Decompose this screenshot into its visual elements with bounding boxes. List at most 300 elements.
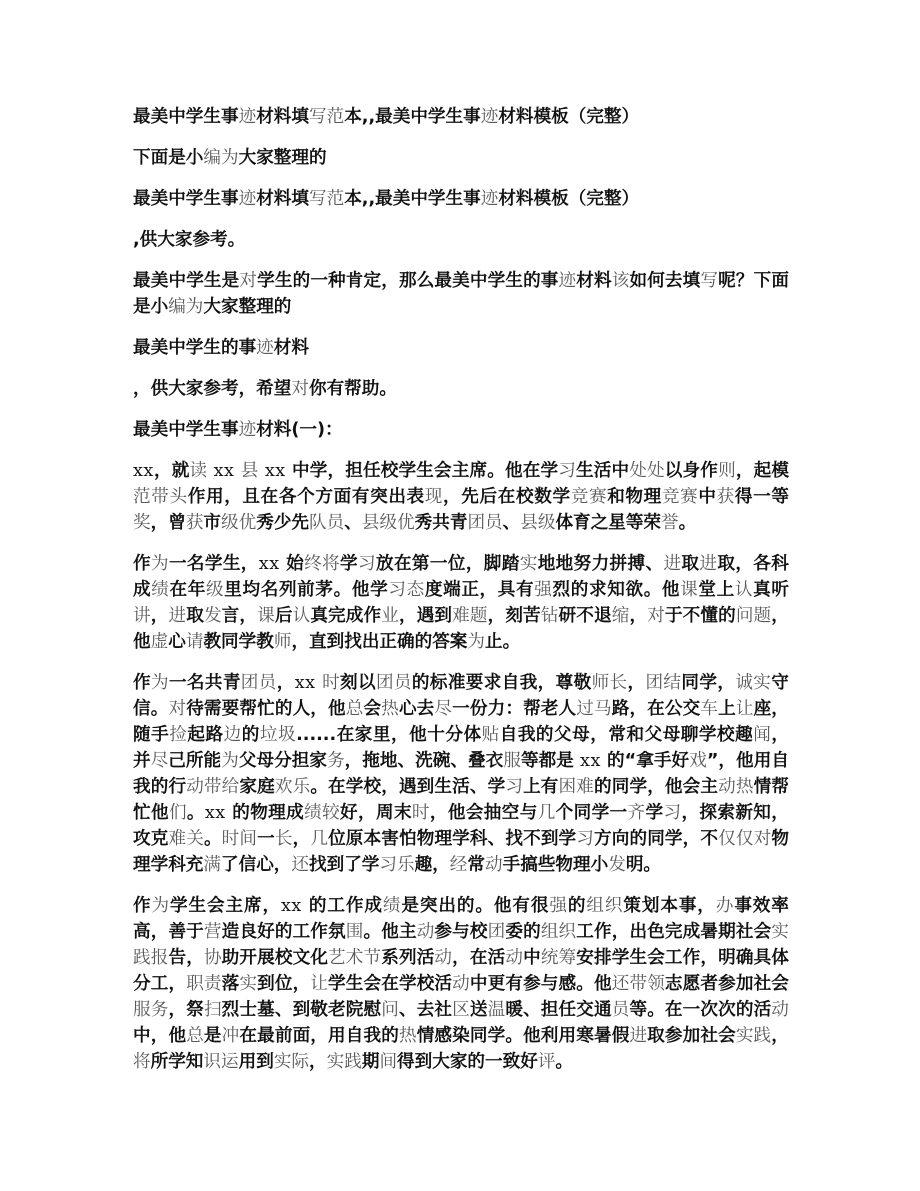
light-text-run: 县: [240, 461, 259, 481]
text-run: 取，各科成: [133, 554, 789, 600]
light-text-run: 还: [291, 855, 309, 875]
text-run: ，他: [133, 606, 789, 652]
light-text-run: 誉: [661, 513, 679, 533]
text-run: 度端正，具有: [424, 580, 535, 600]
latin-text-run: xx: [580, 751, 601, 771]
text-run: 告，: [168, 948, 204, 968]
text-run: 自我的父母，常和父母聊学校趣: [499, 725, 754, 745]
text-run: 大家整理的: [203, 297, 292, 317]
text-run: ，拖地、洗碗、叠衣: [344, 751, 504, 771]
light-text-run: 该: [611, 271, 630, 291]
text-run: 在最前面，用自我的: [239, 1026, 399, 1046]
light-text-run: 团员: [240, 673, 277, 693]
text-run: 最美中学生是: [133, 271, 240, 291]
text-run: 。他主: [363, 922, 417, 942]
light-text-run: 对: [647, 606, 665, 626]
text-run: 手搞些物理小: [502, 855, 609, 875]
light-text-run: 评: [537, 1052, 556, 1072]
light-text-run: 钻: [540, 606, 559, 626]
text-run: 止。: [485, 632, 521, 652]
light-text-run: 戏: [689, 751, 707, 771]
text-run: ，他会抽空与: [429, 803, 538, 823]
text-run: 路，在公交: [611, 699, 701, 719]
light-text-run: 营: [203, 922, 222, 942]
light-text-run: 务: [327, 751, 345, 771]
text-run: ，直到找出正确的答案: [291, 632, 468, 652]
text-run: 上: [718, 699, 736, 719]
light-text-run: 获: [185, 513, 204, 533]
light-text-run: 进: [699, 554, 718, 574]
text-run: 起路: [187, 725, 224, 745]
text-run: 取: [186, 606, 204, 626]
text-run: 中，他: [133, 1026, 187, 1046]
light-text-run: 范带头: [133, 487, 188, 507]
light-text-run: 编为: [203, 148, 239, 168]
light-text-run: 办: [715, 896, 735, 916]
text-run: 。: [555, 1052, 574, 1072]
light-text-run: 动: [416, 922, 435, 942]
text-run: 志愿者参加社会: [664, 974, 789, 994]
text-run: 情感染同学。他利用寒暑假: [416, 1026, 630, 1046]
light-text-run: 总: [186, 1026, 204, 1046]
text-run: 材料(一)：: [256, 420, 343, 440]
text-run: 市: [203, 513, 222, 533]
text-run: 是突出的。他有很: [401, 896, 550, 916]
text-run: 以身作: [664, 461, 719, 481]
light-text-run: 动热: [718, 777, 754, 797]
latin-text-run: xx: [294, 673, 316, 693]
light-text-run: 几: [310, 829, 329, 849]
light-text-run: 课: [680, 580, 699, 600]
text-run: 学生会在学校活: [328, 974, 453, 994]
light-text-run: 时间: [221, 829, 258, 849]
light-text-run: 习: [505, 777, 524, 797]
light-text-run: 讲: [133, 606, 151, 626]
light-text-run: 为: [151, 896, 170, 916]
light-text-run: 级: [205, 580, 225, 600]
text-run: ，先后在校数学: [443, 487, 571, 507]
light-text-run: 发: [608, 855, 626, 875]
text-run: ，: [276, 673, 295, 693]
text-run: 下面是小: [133, 148, 204, 168]
text-run: 学: [645, 803, 664, 823]
text-run: 个同学一: [555, 803, 628, 823]
text-run: ，供大家参考，希望: [133, 379, 292, 399]
light-text-run: 现: [424, 487, 444, 507]
text-run: 言，: [221, 606, 258, 626]
light-text-run: 迹: [256, 338, 274, 358]
light-text-run: 经: [449, 855, 468, 875]
light-text-run: 实: [519, 554, 538, 574]
light-text-run: 师: [273, 632, 292, 652]
light-text-run: 习: [576, 829, 595, 849]
text-run: 待需要帮忙的人，他: [186, 699, 346, 719]
light-text-run: 写范: [308, 189, 345, 209]
light-text-run: 车: [700, 699, 719, 719]
light-text-run: 级优: [221, 513, 257, 533]
text-run: 落: [221, 974, 240, 994]
light-text-run: 艺术节: [328, 948, 382, 968]
light-text-run: 为: [150, 673, 169, 693]
light-text-run: 实践报: [133, 922, 789, 968]
text-run: 材料填: [256, 107, 309, 127]
text-run: ，探索新知，攻克: [133, 803, 789, 849]
text-run: 秀共青: [414, 513, 468, 533]
light-text-run: 让: [310, 974, 329, 994]
text-run: 好，周末: [340, 803, 412, 823]
light-text-run: 处处: [629, 461, 665, 481]
light-text-run: 县级: [520, 513, 556, 533]
text-run: 学生会主席，: [170, 896, 281, 916]
text-run: 中更有参与感。他: [469, 974, 612, 994]
light-text-run: 实践: [326, 1052, 362, 1072]
light-text-run: 团结: [645, 673, 682, 693]
light-text-run: 间: [379, 1052, 398, 1072]
light-text-run: 动带给: [186, 777, 240, 797]
text-run: 的: [567, 896, 587, 916]
text-run: 上有: [523, 777, 559, 797]
text-run: 材料填: [256, 189, 309, 209]
light-text-run: 迹: [558, 271, 577, 291]
text-run: 助开展校文化: [221, 948, 329, 968]
text-run: 大家整理的: [238, 148, 327, 168]
text-run: 中: [523, 948, 541, 968]
doc-title-repeat: [133, 186, 789, 212]
text-run: ，并: [133, 725, 789, 771]
light-text-run: 热: [381, 699, 399, 719]
text-run: 。: [186, 803, 205, 823]
light-text-run: 还带领: [611, 974, 665, 994]
text-run: 学: [340, 554, 359, 574]
text-run: 同学，: [681, 673, 736, 693]
light-text-run: 员: [611, 1000, 630, 1020]
text-run: 里均名列前茅。他学: [224, 580, 389, 600]
text-run: 事效率高，善于: [133, 896, 789, 942]
light-text-run: 县级优: [361, 513, 415, 533]
light-text-run: 仅仅对: [718, 829, 772, 849]
text-run: 找到了学: [309, 855, 380, 875]
latin-text-run: xx: [280, 896, 302, 916]
light-text-run: 尽: [434, 699, 453, 719]
light-text-run: 对: [239, 271, 258, 291]
text-run: 生活中: [576, 461, 630, 481]
text-run: 刻以: [340, 673, 376, 693]
light-text-run: 奖: [133, 513, 151, 533]
text-run: 真听: [753, 580, 789, 600]
light-text-run: 实践: [735, 1026, 772, 1046]
text-run: 后: [274, 606, 293, 626]
text-run: 最美中学生事: [133, 107, 239, 127]
text-run: 一名学生，: [168, 554, 259, 574]
text-run: ，祭: [168, 1000, 204, 1020]
reference-note: [133, 227, 789, 253]
text-run: 在年: [169, 580, 206, 600]
text-run: 所学知: [150, 1052, 204, 1072]
text-run: ，: [292, 829, 311, 849]
light-text-run: 热: [398, 1026, 417, 1046]
light-text-run: 温: [487, 1000, 506, 1020]
text-run: ，: [309, 1052, 327, 1072]
light-text-run: 写: [700, 271, 719, 291]
text-run: 本,,最美中学生事: [344, 107, 481, 127]
light-text-run: 时: [322, 673, 341, 693]
text-run: ，就: [153, 461, 190, 481]
light-text-run: 组织: [540, 922, 577, 942]
text-run: 的标准要求自我，尊敬: [411, 673, 592, 693]
text-run: 作: [133, 896, 152, 916]
text-run: 系列活: [381, 948, 435, 968]
text-run: 位原本害怕物理学科、找不到学: [328, 829, 577, 849]
text-run: 是: [203, 1026, 222, 1046]
light-text-run: 捡: [169, 725, 188, 745]
text-run: 的物理成: [225, 803, 305, 823]
light-text-run: 职责: [186, 974, 222, 994]
text-run: ，遇到: [398, 606, 453, 626]
text-run: 和物理: [607, 487, 662, 507]
light-text-run: 实际: [273, 1052, 310, 1072]
light-text-run: 围: [345, 922, 364, 942]
light-text-run: 总: [345, 699, 364, 719]
section-heading-1: [133, 417, 789, 443]
text-run: 堂上: [698, 580, 735, 600]
text-run: 、去社: [398, 1000, 453, 1020]
text-run: ,供大家参考。: [133, 230, 246, 250]
text-run: 了信心，: [221, 855, 292, 875]
text-run: 的: [241, 725, 260, 745]
text-run: 父母分担家: [238, 751, 327, 771]
light-text-run: 进: [663, 554, 682, 574]
light-text-run: 缩: [611, 606, 630, 626]
text-run: ，: [627, 673, 646, 693]
text-run: 、: [502, 513, 521, 533]
intro-lead: [133, 145, 789, 171]
light-text-run: 虚: [150, 632, 169, 652]
light-text-run: 团员: [467, 513, 503, 533]
text-run: 用到: [238, 1052, 274, 1072]
body-paragraph-3: [133, 670, 789, 878]
text-run: 得到大家的一致好: [397, 1052, 538, 1072]
text-run: ......在家里，他十分体: [296, 725, 482, 745]
text-run: 烈的求知欲。他: [552, 580, 681, 600]
text-run: 如何去填: [629, 271, 701, 291]
text-run: 真完成作: [310, 606, 382, 626]
text-run: 安排学生会工作，明确具体分工，: [133, 948, 789, 994]
light-text-run: 读: [189, 461, 208, 481]
light-text-run: 贴: [481, 725, 500, 745]
light-text-run: 请: [185, 632, 204, 652]
light-text-run: 诚实: [735, 673, 772, 693]
light-text-run: 欢乐: [274, 777, 311, 797]
text-run: 你有帮助。: [308, 379, 397, 399]
text-run: 、: [344, 513, 362, 533]
body-paragraph-4: [133, 893, 789, 1075]
light-text-run: 区: [452, 1000, 470, 1020]
text-run: 最美中学生事: [133, 189, 239, 209]
light-text-run: 垃圾: [259, 725, 297, 745]
light-text-run: 业: [381, 606, 399, 626]
light-text-run: 实: [239, 974, 258, 994]
text-run: 物理学科充: [133, 829, 789, 875]
text-run: 守信。: [133, 673, 789, 719]
text-run: 于不懂的: [664, 606, 736, 626]
light-text-run: 过马: [576, 699, 612, 719]
text-run: 材料模板（完整）: [498, 189, 640, 209]
light-text-run: 迹: [480, 107, 499, 127]
text-run: ，曾: [150, 513, 186, 533]
light-text-run: 问: [381, 1000, 399, 1020]
light-text-run: 对: [168, 699, 187, 719]
text-run: 。: [678, 513, 697, 533]
light-text-run: 动: [771, 1000, 789, 1020]
light-text-run: 们: [168, 803, 187, 823]
text-run: ，: [150, 606, 169, 626]
text-run: 期: [361, 1052, 380, 1072]
light-text-run: 满: [203, 855, 221, 875]
text-run: 造良好的工作氛: [221, 922, 346, 942]
light-text-run: 动: [505, 948, 524, 968]
text-run: 。: [203, 829, 222, 849]
light-text-run: 长: [274, 829, 293, 849]
text-run: ，刻苦: [487, 606, 541, 626]
light-text-run: 绩: [151, 580, 170, 600]
latin-text-run: xx: [133, 461, 154, 481]
light-text-run: 终将: [304, 554, 341, 574]
light-text-run: 组织: [586, 896, 624, 916]
text-run: 一: [257, 829, 275, 849]
text-run: 始: [279, 554, 305, 574]
light-text-run: 获: [716, 487, 735, 507]
text-run: 本,,最美中学生事: [344, 189, 481, 209]
text-run: 作: [133, 673, 151, 693]
light-text-run: 进: [168, 606, 187, 626]
light-text-run: 尽: [150, 751, 169, 771]
text-run: 到位，: [257, 974, 311, 994]
text-run: 最美中学生事: [133, 420, 239, 440]
text-run: 心: [168, 632, 186, 652]
light-text-run: 迹: [238, 420, 257, 440]
light-text-run: 为: [221, 751, 239, 771]
text-run: 作用，且在各个方面有突出表: [187, 487, 425, 507]
latin-text-run: xx: [204, 803, 226, 823]
text-run: 常: [467, 855, 486, 875]
light-text-run: 习态: [388, 580, 425, 600]
light-text-run: 闻: [753, 725, 772, 745]
light-text-run: 动: [452, 974, 470, 994]
light-text-run: 服务: [133, 1000, 169, 1020]
body-paragraph-2: [133, 551, 789, 655]
text-run: ，起模: [735, 461, 789, 481]
doc-title: [133, 104, 789, 130]
text-run: 教同学教: [203, 632, 274, 652]
text-run: 秀少先: [256, 513, 310, 533]
text-run: ”，他用自我的行: [133, 751, 789, 797]
text-run: 明。: [625, 855, 662, 875]
text-run: 。在学校，遇到生活、学: [310, 777, 506, 797]
light-text-run: 强: [534, 580, 553, 600]
text-run: ，: [771, 1026, 789, 1046]
light-text-run: 习乐: [379, 855, 415, 875]
text-run: 取参加社会: [647, 1026, 736, 1046]
light-text-run: 动: [485, 855, 503, 875]
text-run: 体育之星等荣: [555, 513, 662, 533]
light-text-run: 团: [487, 922, 506, 942]
text-run: 地地努力拼搏、: [537, 554, 664, 574]
light-text-run: 认: [734, 580, 754, 600]
light-text-run: 几: [537, 803, 556, 823]
light-text-run: 协: [203, 948, 222, 968]
light-text-run: 习: [558, 461, 577, 481]
text-run: 等。在一次次的活: [629, 1000, 772, 1020]
text-run: 中: [698, 487, 717, 507]
light-text-run: 则: [718, 461, 736, 481]
light-text-run: 习: [663, 803, 682, 823]
text-run: 一份力：帮老人: [452, 699, 577, 719]
text-run: 趣，: [414, 855, 450, 875]
light-text-run: 写范: [308, 107, 345, 127]
latin-text-run: xx: [213, 461, 235, 481]
light-text-run: 让: [735, 699, 754, 719]
text-run: 策划本事，: [623, 896, 716, 916]
light-text-run: 课: [257, 606, 275, 626]
text-run: 烈士墓、到敬老院慰: [221, 1000, 382, 1020]
light-text-run: 冲: [221, 1026, 240, 1046]
light-text-run: 队员: [309, 513, 345, 533]
text-run: 暖、担任交通: [505, 1000, 612, 1020]
text-run: 放在第一位，脚踏: [375, 554, 520, 574]
light-text-run: 动: [434, 948, 453, 968]
light-text-run: 竞赛: [661, 487, 699, 507]
text-run: 材料: [273, 338, 309, 358]
light-text-run: 为: [467, 632, 485, 652]
text-run: 工作，出色完成暑期社会: [576, 922, 772, 942]
text-run: 中学，担任校学生会主席。他在学: [285, 461, 559, 481]
body-paragraph-1: [133, 458, 789, 536]
light-text-run: 绩: [382, 896, 402, 916]
text-run: 学生的一种肯定，那么最美中学生的事: [257, 271, 559, 291]
light-text-run: 为: [150, 554, 169, 574]
latin-text-run: xx: [258, 554, 280, 574]
text-run: 作: [133, 554, 151, 574]
light-text-run: 扫: [203, 1000, 222, 1020]
text-run: 己所能: [168, 751, 222, 771]
light-text-run: 认: [292, 606, 311, 626]
reference-note-2: [133, 376, 789, 402]
light-text-run: 迹: [238, 107, 257, 127]
text-run: 心去: [398, 699, 435, 719]
text-run: ，: [629, 606, 648, 626]
light-text-run: 问题: [735, 606, 772, 626]
material-subtitle: [133, 335, 789, 361]
light-text-run: 师长: [591, 673, 628, 693]
text-run: ，在活: [452, 948, 506, 968]
text-run: 研不退: [558, 606, 612, 626]
light-text-run: 竞赛: [570, 487, 608, 507]
light-text-run: 发: [203, 606, 222, 626]
text-run: 得一等: [734, 487, 789, 507]
text-run: 等都是: [520, 751, 581, 771]
light-text-run: 齐: [627, 803, 646, 823]
latin-text-run: xx: [264, 461, 286, 481]
text-run: 家庭: [239, 777, 275, 797]
light-text-run: 将: [133, 1052, 151, 1072]
light-text-run: 编为: [168, 297, 204, 317]
light-text-run: 团员: [375, 673, 412, 693]
light-text-run: 绩较: [304, 803, 341, 823]
text-run: 的同学，他会主: [594, 777, 719, 797]
text-run: 材料: [576, 271, 612, 291]
text-run: 方向的同学，不: [594, 829, 719, 849]
text-run: 参与校: [434, 922, 488, 942]
